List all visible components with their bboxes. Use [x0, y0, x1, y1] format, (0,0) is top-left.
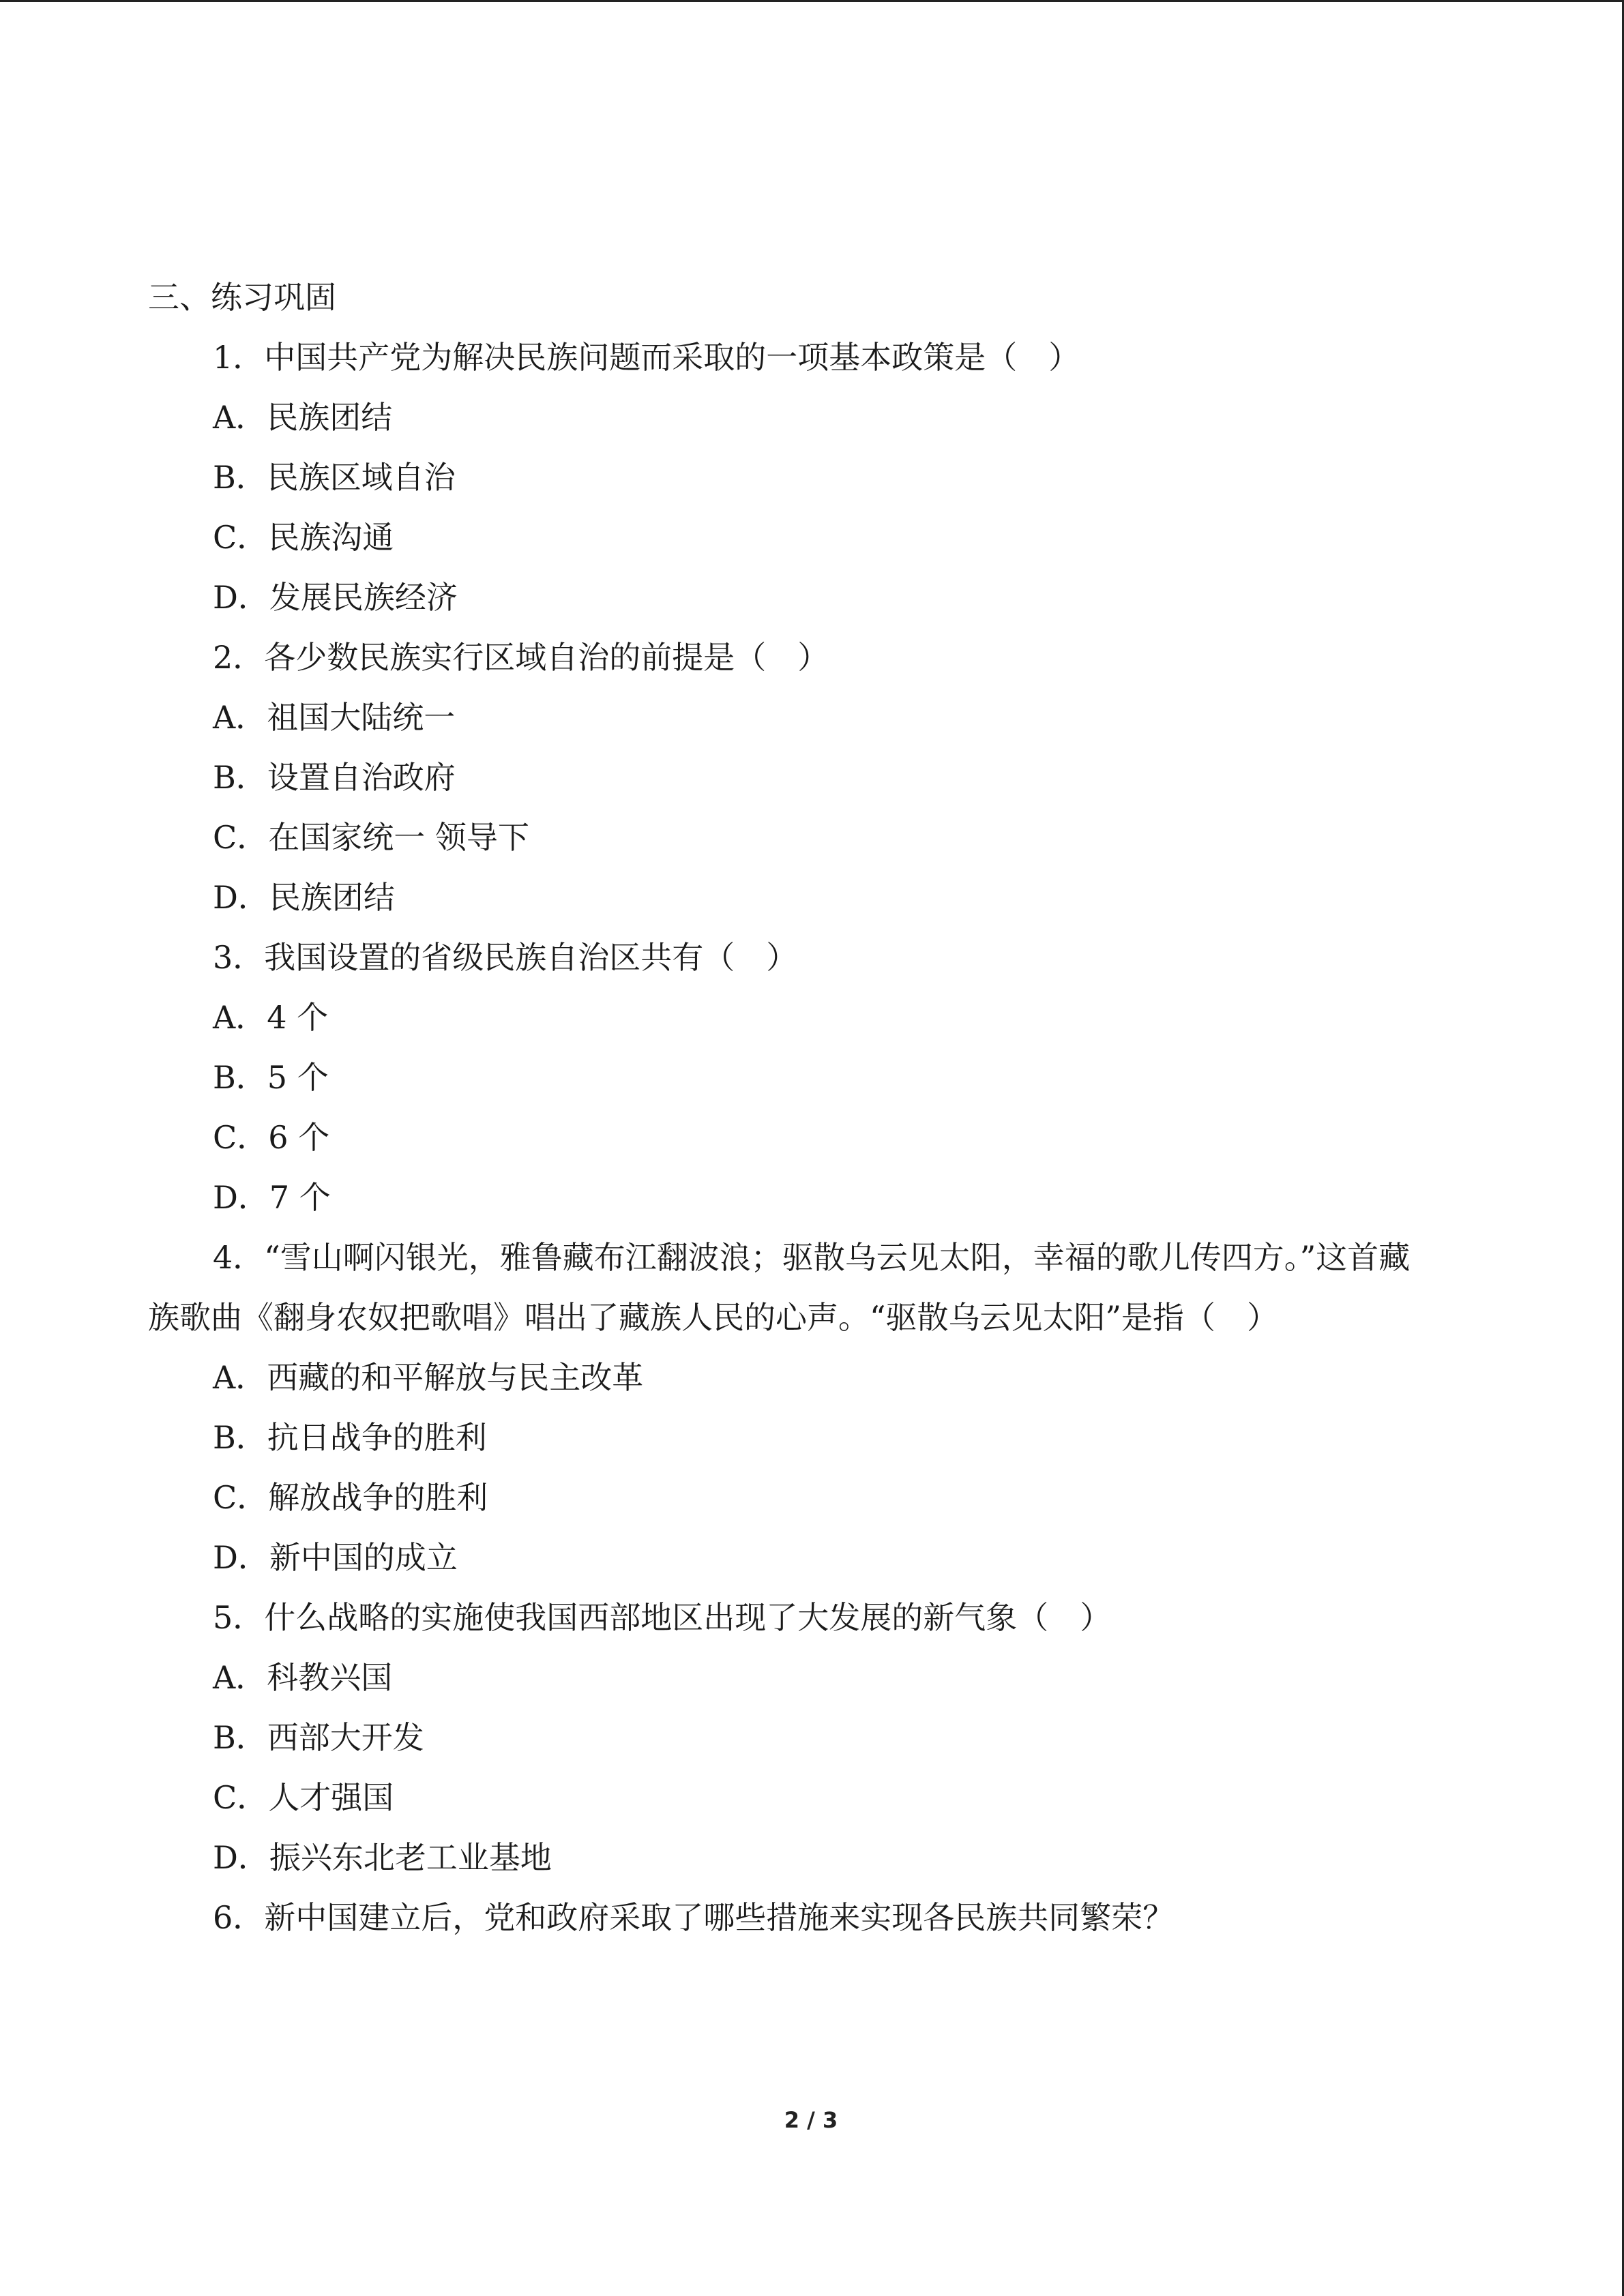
question-4-option-a: A．西藏的和平解放与民主改革 [213, 1359, 644, 1396]
question-4-option-c: C．解放战争的胜利 [213, 1479, 488, 1516]
question-3-option-a: A．4 个 [213, 999, 329, 1036]
question-4-stem-line-1: 4．“雪山啊闪银光，雅鲁藏布江翻波浪；驱散乌云见太阳，幸福的歌儿传四方。”这首藏 [213, 1239, 1411, 1276]
question-1-stem: 1．中国共产党为解决民族问题而采取的一项基本政策是（ ） [213, 339, 1080, 376]
question-2-option-a: A．祖国大陆统一 [213, 699, 456, 736]
question-3-option-c: C．6 个 [213, 1119, 330, 1156]
question-2-option-d: D．民族团结 [213, 879, 395, 916]
question-1-option-b: B．民族区域自治 [213, 459, 456, 496]
question-6-stem: 6．新中国建立后，党和政府采取了哪些措施来实现各民族共同繁荣？ [213, 1899, 1175, 1936]
question-5-option-b: B．西部大开发 [213, 1719, 424, 1756]
question-4-option-b: B．抗日战争的胜利 [213, 1419, 487, 1456]
section-title: 三、练习巩固 [148, 279, 336, 316]
question-1-option-a: A．民族团结 [213, 399, 393, 436]
question-5-option-d: D．振兴东北老工业基地 [213, 1839, 552, 1876]
question-1-option-c: C．民族沟通 [213, 519, 394, 556]
question-4-option-d: D．新中国的成立 [213, 1539, 458, 1576]
question-2-option-b: B．设置自治政府 [213, 759, 456, 796]
question-3-stem: 3．我国设置的省级民族自治区共有（ ） [213, 939, 798, 976]
question-5-option-a: A．科教兴国 [213, 1659, 393, 1696]
question-2-option-c: C．在国家统一 领导下 [213, 819, 529, 856]
question-2-stem: 2．各少数民族实行区域自治的前提是（ ） [213, 639, 829, 676]
question-3-option-d: D．7 个 [213, 1179, 331, 1216]
question-5-stem: 5．什么战略的实施使我国西部地区出现了大发展的新气象（ ） [213, 1599, 1112, 1636]
question-4-stem-line-2: 族歌曲《翻身农奴把歌唱》唱出了藏族人民的心声。“驱散乌云见太阳”是指（ ） [148, 1299, 1279, 1336]
question-5-option-c: C．人才强国 [213, 1779, 394, 1816]
question-1-option-d: D．发展民族经济 [213, 579, 458, 616]
question-3-option-b: B．5 个 [213, 1059, 329, 1096]
page-number: 2 / 3 [784, 2107, 838, 2133]
